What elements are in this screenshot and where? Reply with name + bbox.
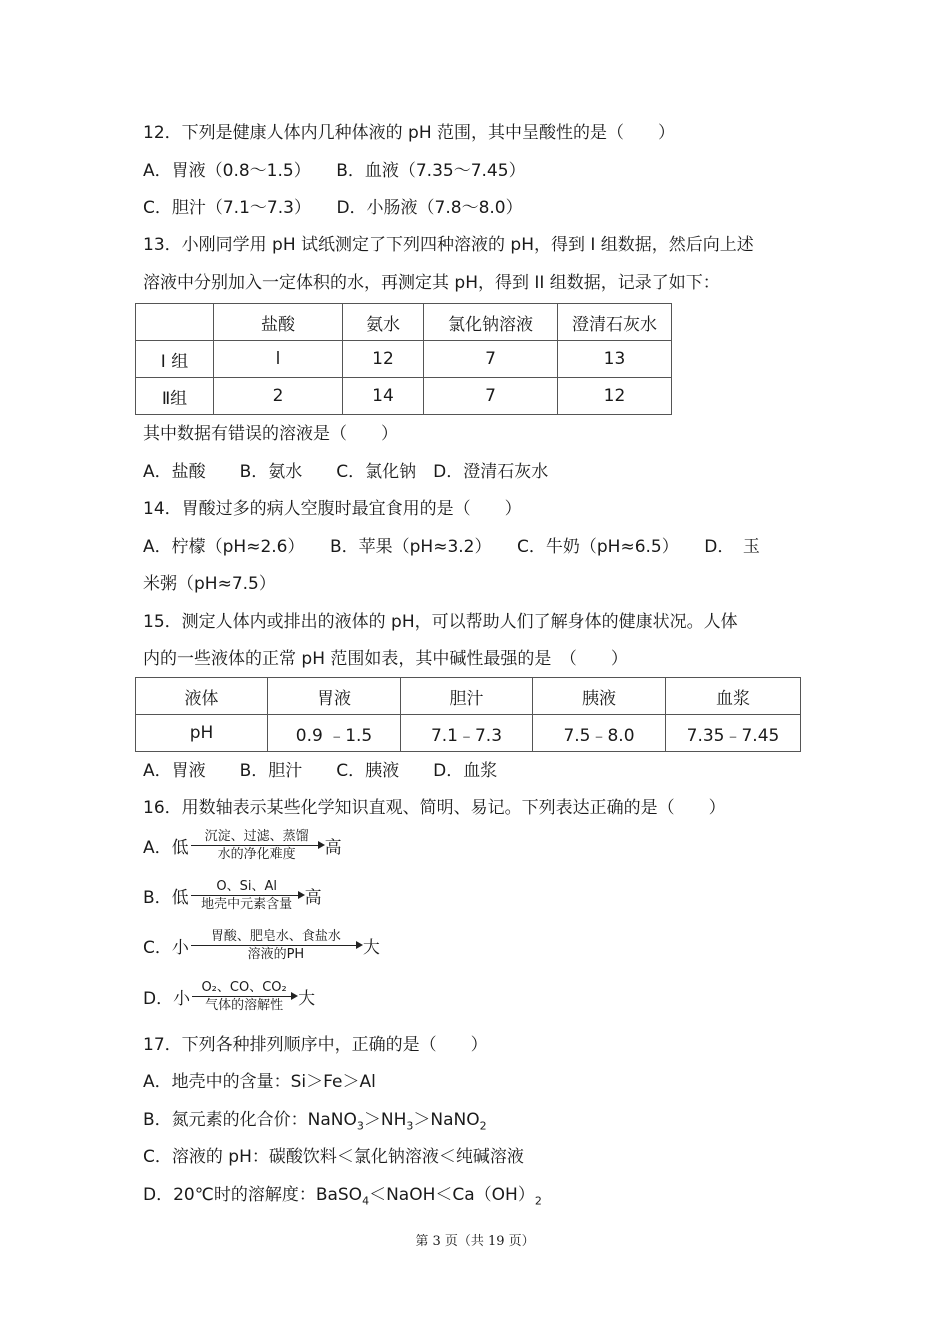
axis-arrow-icon bbox=[191, 895, 303, 896]
table-cell: 7 bbox=[424, 341, 558, 378]
table-cell: 7.35﹣7.45 bbox=[666, 715, 801, 752]
option-letter: B． bbox=[143, 888, 172, 908]
axis-right-label: 高 bbox=[324, 838, 342, 858]
table-cell: 胃液 bbox=[268, 678, 401, 715]
q12-stem: 12．下列是健康人体内几种体液的 pH 范围，其中呈酸性的是（ ） bbox=[143, 123, 676, 143]
table-cell bbox=[136, 304, 214, 341]
number-axis bbox=[191, 879, 303, 912]
table-header-row bbox=[136, 678, 801, 715]
table-cell: 氯化钠溶液 bbox=[424, 304, 558, 341]
q14-options-2: 米粥（pH≈7.5） bbox=[143, 574, 276, 594]
option-letter: A． bbox=[143, 838, 172, 858]
q17-option-b bbox=[143, 1109, 487, 1137]
table-cell: 0.9 ﹣1.5 bbox=[268, 715, 401, 752]
q16-option-a bbox=[143, 829, 342, 862]
option-letter: D． bbox=[143, 989, 174, 1009]
number-axis bbox=[192, 980, 296, 1013]
text-span: ＜NaOH＜Ca（OH） bbox=[369, 1185, 535, 1205]
q16-stem: 16．用数轴表示某些化学知识直观、简明、易记。下列表达正确的是（ ） bbox=[143, 798, 726, 818]
text-span: ＞NaNO bbox=[413, 1110, 480, 1130]
page-footer: 第 3 页（共 19 页） bbox=[415, 1234, 535, 1249]
axis-right-label: 大 bbox=[362, 938, 380, 958]
table-cell: 液体 bbox=[136, 678, 268, 715]
axis-arrow-icon bbox=[192, 996, 296, 997]
table-cell: l bbox=[214, 341, 343, 378]
q12-options-ab: A．胃液（0.8～1.5） B．血液（7.35～7.45） bbox=[143, 161, 526, 181]
number-axis bbox=[191, 929, 361, 962]
table-row bbox=[136, 341, 672, 378]
text-span: ＞NH bbox=[363, 1110, 407, 1130]
q13-table bbox=[135, 303, 672, 415]
subscript: 3 bbox=[406, 1119, 414, 1133]
axis-left-label: 小 bbox=[173, 989, 191, 1009]
table-cell: 血浆 bbox=[666, 678, 801, 715]
table-cell: 13 bbox=[558, 341, 672, 378]
axis-top-label: 胃酸、肥皂水、食盐水 bbox=[210, 929, 341, 944]
subscript: 2 bbox=[534, 1194, 542, 1208]
q15-options: A．胃液 B．胆汁 C．胰液 D．血浆 bbox=[143, 761, 498, 781]
q16-option-d bbox=[143, 980, 315, 1013]
table-cell: 胆汁 bbox=[401, 678, 533, 715]
q13-stem-1: 13．小刚同学用 pH 试纸测定了下列四种溶液的 pH，得到 I 组数据，然后向上述 bbox=[143, 235, 754, 255]
q12-options-cd: C．胆汁（7.1～7.3） D．小肠液（7.8～8.0） bbox=[143, 198, 523, 218]
q17-option-c: C．溶液的 pH：碳酸饮料＜氯化钠溶液＜纯碱溶液 bbox=[143, 1147, 524, 1167]
q17-option-d bbox=[143, 1184, 542, 1212]
axis-top-label: 沉淀、过滤、蒸馏 bbox=[204, 829, 309, 844]
axis-arrow-icon bbox=[191, 845, 323, 846]
table-cell: 盐酸 bbox=[214, 304, 343, 341]
subscript: 2 bbox=[479, 1119, 487, 1133]
axis-top-label: O₂、CO、CO₂ bbox=[201, 980, 287, 995]
subscript: 3 bbox=[356, 1119, 364, 1133]
text-span: B．氮元素的化合价：NaNO bbox=[143, 1110, 357, 1130]
number-axis bbox=[191, 829, 323, 862]
q17-option-a: A．地壳中的含量：Si＞Fe＞Al bbox=[143, 1072, 376, 1092]
table-cell: 14 bbox=[343, 378, 424, 415]
table-cell: 12 bbox=[343, 341, 424, 378]
table-cell: Ⅱ组 bbox=[136, 378, 214, 415]
table-row bbox=[136, 715, 801, 752]
axis-top-label: O、Si、Al bbox=[216, 879, 277, 894]
table-cell: 2 bbox=[214, 378, 343, 415]
table-cell: 12 bbox=[558, 378, 672, 415]
axis-bottom-label: 气体的溶解性 bbox=[205, 998, 284, 1013]
q16-option-c bbox=[143, 929, 380, 962]
text-span: D．20℃时的溶解度：BaSO bbox=[143, 1185, 363, 1205]
axis-arrow-icon bbox=[191, 945, 361, 946]
q13-stem-2: 溶液中分别加入一定体积的水，再测定其 pH，得到 II 组数据，记录了如下： bbox=[143, 273, 720, 293]
table-cell: 7 bbox=[424, 378, 558, 415]
table-header-row bbox=[136, 304, 672, 341]
q17-stem: 17．下列各种排列顺序中，正确的是（ ） bbox=[143, 1035, 488, 1055]
subscript: 4 bbox=[362, 1194, 370, 1208]
axis-right-label: 大 bbox=[298, 989, 316, 1009]
q14-stem: 14．胃酸过多的病人空腹时最宜食用的是（ ） bbox=[143, 499, 522, 519]
axis-left-label: 低 bbox=[171, 838, 189, 858]
table-cell: 澄清石灰水 bbox=[558, 304, 672, 341]
q13-options: A．盐酸 B．氨水 C．氯化钠 D．澄清石灰水 bbox=[143, 462, 549, 482]
axis-bottom-label: 地壳中元素含量 bbox=[201, 897, 293, 912]
axis-left-label: 低 bbox=[171, 888, 189, 908]
q13-question: 其中数据有错误的溶液是（ ） bbox=[143, 424, 398, 444]
table-cell: I 组 bbox=[136, 341, 214, 378]
table-row bbox=[136, 378, 672, 415]
table-cell: 氨水 bbox=[343, 304, 424, 341]
q15-stem-1: 15．测定人体内或排出的液体的 pH，可以帮助人们了解身体的健康状况。人体 bbox=[143, 612, 738, 632]
axis-bottom-label: 溶液的PH bbox=[247, 947, 305, 962]
table-cell: 7.1﹣7.3 bbox=[401, 715, 533, 752]
table-cell: 7.5﹣8.0 bbox=[533, 715, 666, 752]
table-cell: 胰液 bbox=[533, 678, 666, 715]
axis-left-label: 小 bbox=[171, 938, 189, 958]
q16-option-b bbox=[143, 879, 322, 912]
q14-options-1: A．柠檬（pH≈2.6） B．苹果（pH≈3.2） C．牛奶（pH≈6.5） D． 玉 bbox=[143, 537, 760, 557]
option-letter: C． bbox=[143, 938, 172, 958]
axis-right-label: 高 bbox=[304, 888, 322, 908]
q15-table bbox=[135, 677, 801, 752]
table-cell: pH bbox=[136, 715, 268, 752]
axis-bottom-label: 水的净化难度 bbox=[217, 847, 296, 862]
q15-stem-2: 内的一些液体的正常 pH 范围如表，其中碱性最强的是 （ ） bbox=[143, 649, 628, 669]
